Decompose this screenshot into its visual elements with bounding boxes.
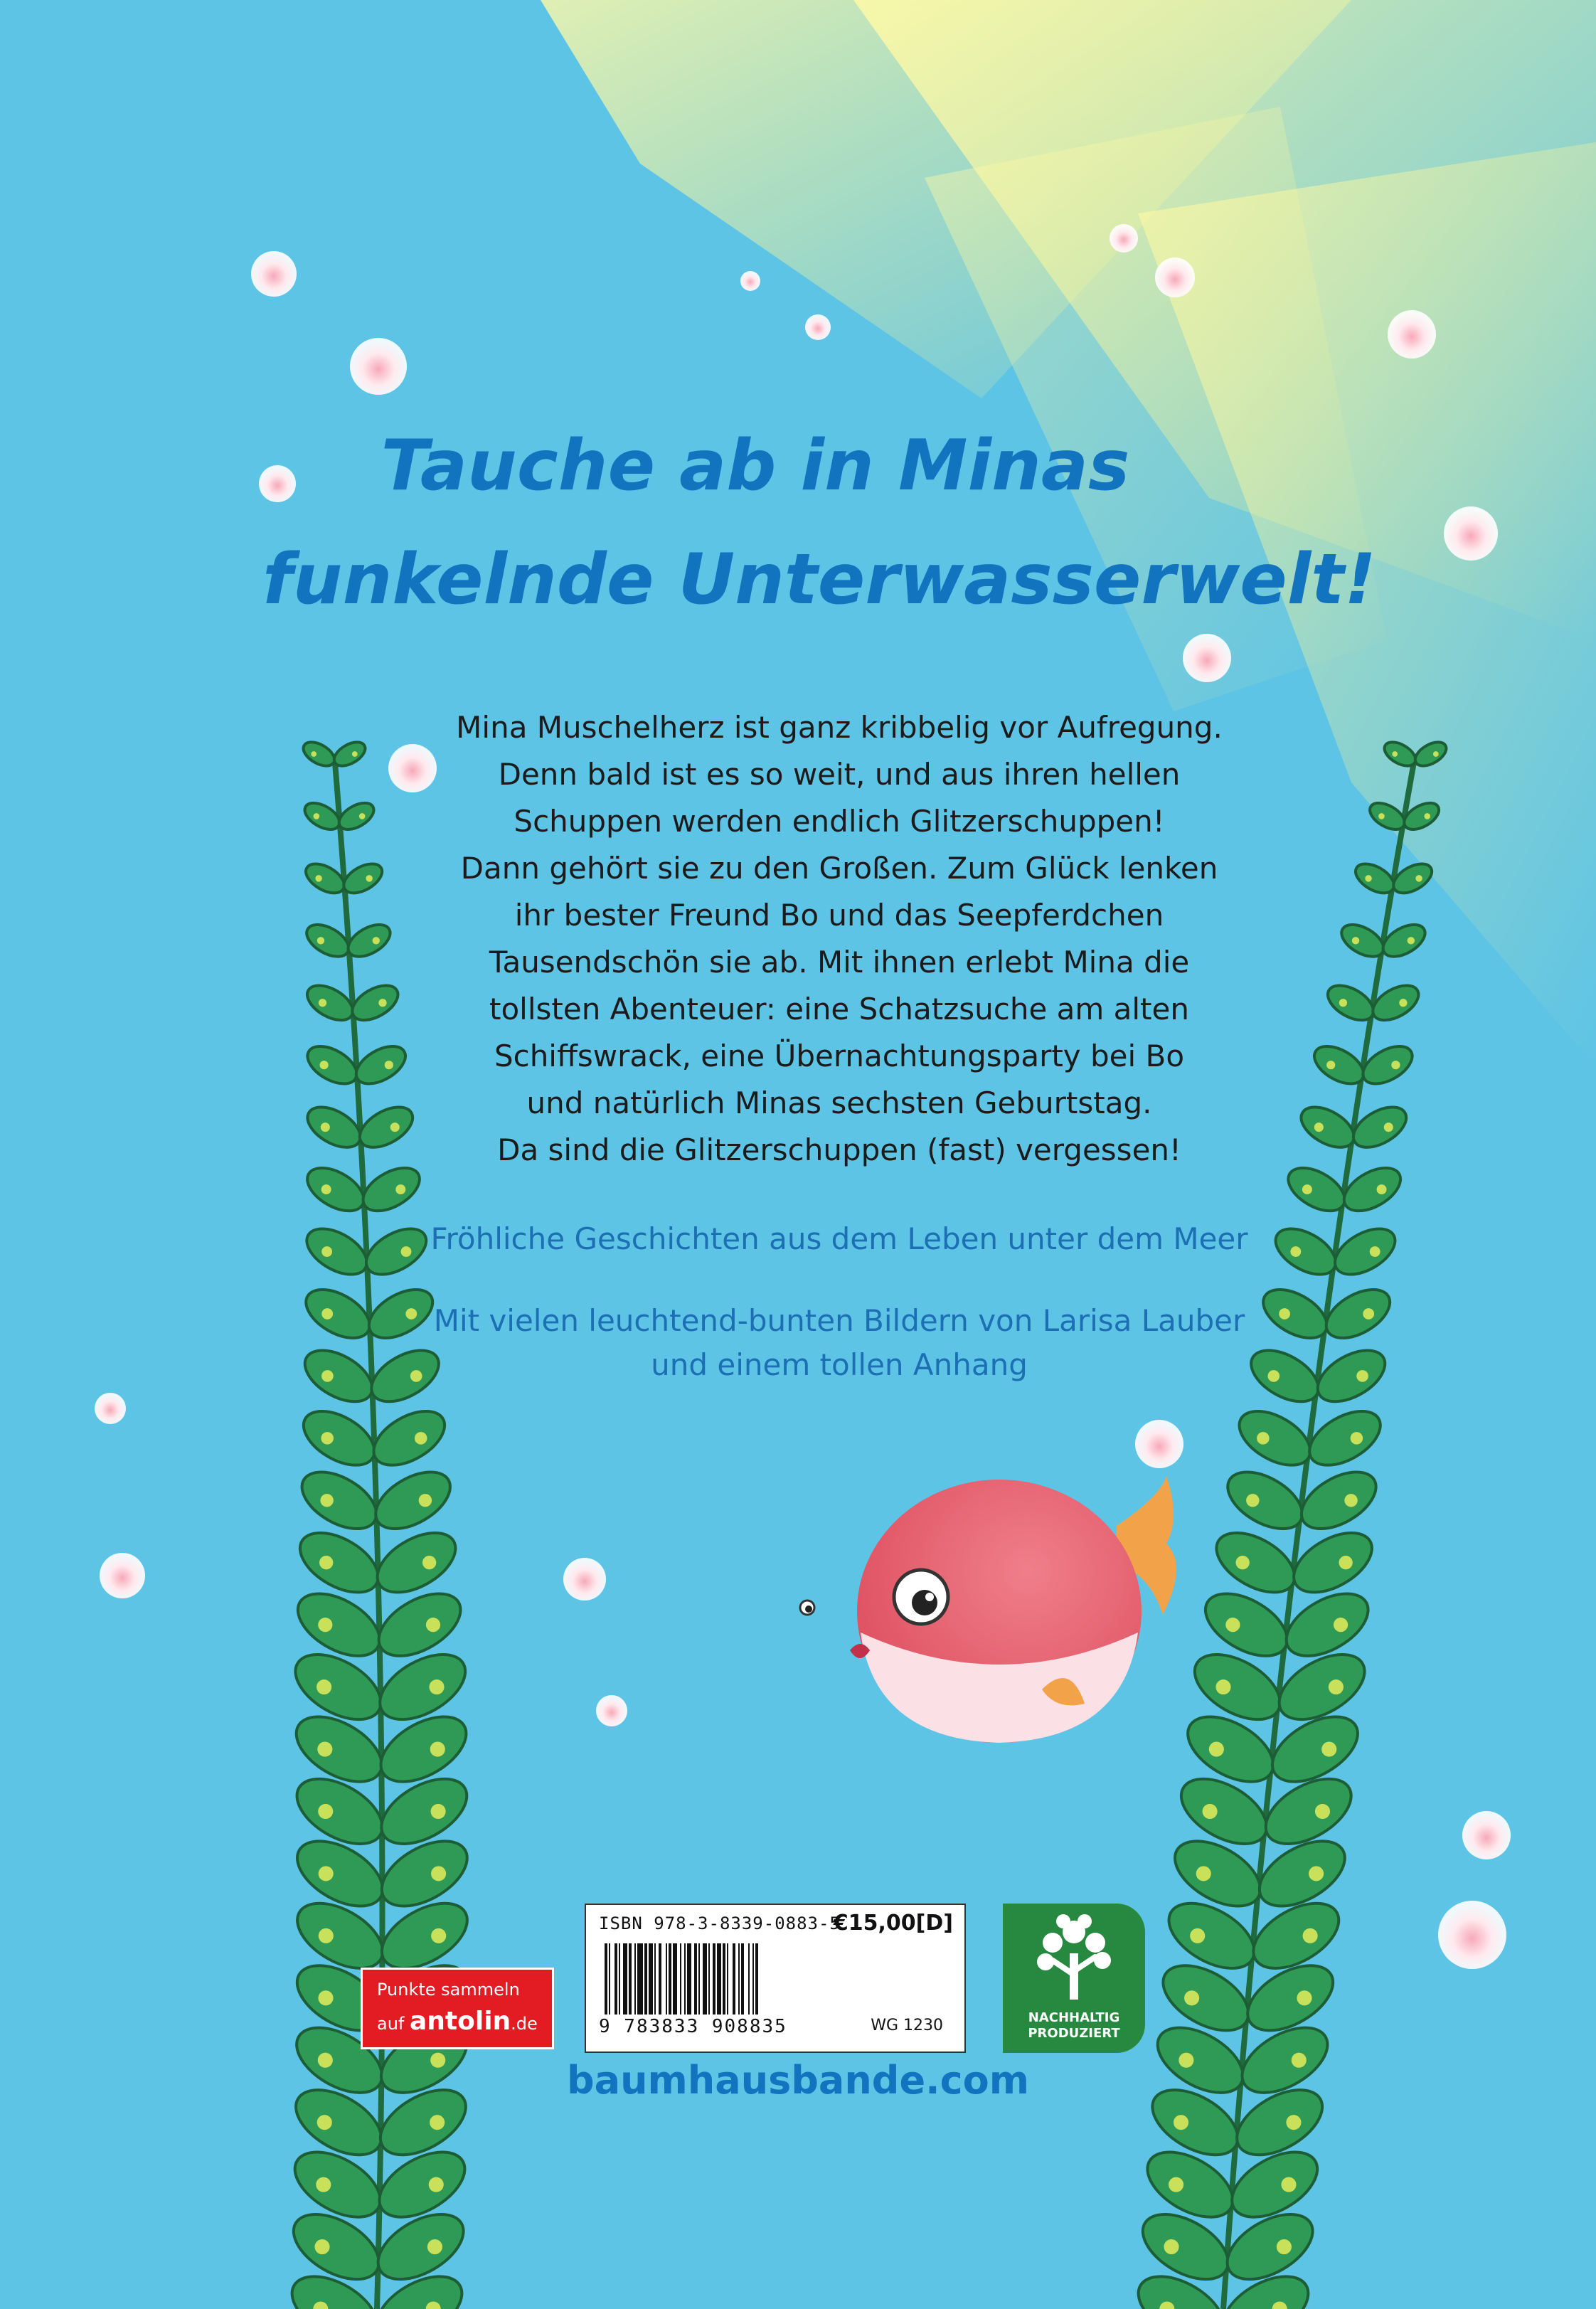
seaweed-dot — [1351, 1432, 1363, 1445]
seaweed-dot — [1415, 875, 1422, 881]
barcode-bar — [713, 1943, 715, 2015]
blurb-line: Dann gehört sie zu den Großen. Zum Glück lenken — [460, 851, 1218, 886]
seaweed-dot — [1236, 1556, 1250, 1569]
seaweed-dot — [1408, 937, 1415, 944]
seaweed-dot — [1329, 1679, 1344, 1694]
seaweed-dot — [1190, 1928, 1205, 1943]
seaweed-leaf — [299, 738, 339, 771]
bubble — [1135, 1420, 1183, 1468]
barcode-bar — [680, 1943, 681, 2015]
seaweed-leaf — [330, 738, 369, 771]
blurb-line: Denn bald ist es so weit, und aus ihren hellen — [498, 757, 1181, 792]
antolin-prefix: auf — [377, 2014, 410, 2034]
tagline-illustrations — [398, 1299, 1280, 1387]
seaweed-dot — [1286, 2115, 1301, 2130]
seaweed-dot — [1365, 875, 1371, 881]
barcode-bar — [634, 1943, 636, 2015]
seaweed-leaf — [287, 1581, 390, 1668]
antolin-suffix: .de — [511, 2014, 538, 2034]
seaweed-dot — [1339, 1556, 1352, 1569]
barcode-bar — [752, 1943, 754, 2015]
seaweed-dot — [1297, 1990, 1312, 2005]
barcode-bar — [619, 1943, 620, 2015]
seaweed-dot — [317, 1741, 332, 1756]
eco-badge-label — [1003, 2010, 1145, 2042]
seaweed-dot — [318, 1990, 333, 2005]
tagline-illustrations-line-1: Mit vielen leuchtend-bunten Bildern von Larisa Lauber — [433, 1303, 1245, 1338]
blurb-text — [398, 704, 1280, 1174]
seaweed-dot — [1203, 1804, 1218, 1819]
bubble — [805, 314, 831, 340]
seaweed-dot — [320, 1061, 329, 1069]
seaweed-dot — [1257, 1432, 1270, 1445]
seaweed-leaf — [366, 1460, 459, 1540]
bubble — [1388, 310, 1436, 359]
seaweed-dot — [429, 2177, 444, 2192]
barcode-bar — [644, 1943, 647, 2015]
website-url: baumhausbande.com — [567, 2058, 1029, 2103]
seaweed-dot — [1370, 1246, 1380, 1257]
seaweed-dot — [359, 813, 366, 819]
seaweed-dot — [378, 999, 386, 1007]
barcode-bar — [733, 1943, 735, 2015]
seaweed-dot — [316, 1679, 331, 1694]
barcode-bar — [755, 1943, 758, 2015]
barcode-bar — [684, 1943, 686, 2015]
seaweed-dot — [419, 1494, 432, 1507]
seaweed-dot — [1279, 1308, 1290, 1320]
barcode-bar — [698, 1943, 700, 2015]
seaweed-dot — [1290, 1246, 1301, 1257]
barcode-bar — [654, 1943, 656, 2015]
seaweed-dot — [318, 1618, 332, 1632]
bubble — [1110, 224, 1138, 253]
bubble — [95, 1393, 126, 1424]
headline-line-1: Tauche ab in Minas — [381, 425, 1130, 506]
barcode-bar — [687, 1943, 691, 2015]
seaweed-leaf — [369, 1641, 477, 1733]
price-text: €15,00[D] — [833, 1911, 953, 1936]
seaweed-dot — [1174, 2115, 1188, 2130]
seaweed-leaf — [368, 1521, 466, 1605]
seaweed-dot — [1384, 1122, 1393, 1132]
seaweed-leaf — [365, 1400, 454, 1476]
barcode-bar — [659, 1943, 661, 2015]
seaweed-dot — [431, 1866, 446, 1881]
antolin-badge — [361, 1968, 554, 2049]
antolin-line-2 — [377, 2007, 538, 2036]
seaweed-dot — [1184, 1990, 1199, 2005]
blurb-line: Schuppen werden endlich Glitzerschuppen! — [514, 804, 1165, 839]
barcode-bar — [666, 1943, 667, 2015]
seaweed-dot — [1392, 751, 1398, 757]
seaweed-dot — [430, 2115, 445, 2130]
eco-badge-line-1: NACHHALTIG — [1028, 2010, 1120, 2025]
seaweed-dot — [318, 1804, 333, 1819]
seaweed-leaf — [371, 1827, 478, 1919]
tagline-stories-text: Fröhliche Geschichten aus dem Leben unter dem Meer — [430, 1221, 1248, 1256]
seaweed-dot — [430, 1741, 445, 1756]
bubble — [100, 1553, 145, 1598]
antolin-line-1: Punkte sammeln — [377, 1980, 520, 2000]
seaweed-dot — [1377, 1184, 1387, 1194]
seaweed-dot — [429, 1679, 444, 1694]
seaweed-dot — [366, 875, 372, 881]
seaweed-dot — [1424, 813, 1430, 819]
seaweed-leaf — [370, 1704, 477, 1795]
seaweed-dot — [1363, 1308, 1374, 1320]
bubble — [1438, 1901, 1506, 1969]
seaweed-leaf — [292, 1460, 385, 1540]
barcode-digits: 9 783833 908835 — [599, 2016, 787, 2037]
eco-badge-line-2: PRODUZIERT — [1028, 2026, 1120, 2041]
barcode-bar — [738, 1943, 740, 2015]
isbn-text: ISBN 978-3-8339-0883-5 — [599, 1913, 841, 1933]
barcode-bar — [703, 1943, 707, 2015]
barcode-bar — [717, 1943, 721, 2015]
seaweed-dot — [385, 1061, 393, 1069]
seaweed-dot — [1356, 1370, 1368, 1382]
blurb-line: ihr bester Freund Bo und das Seepferdchen — [514, 898, 1164, 933]
seaweed-dot — [1309, 1866, 1324, 1881]
blurb-line: Mina Muschelherz ist ganz kribbelig vor Aufregung. — [456, 710, 1223, 745]
seaweed-dot — [373, 937, 380, 944]
tagline-stories — [398, 1217, 1280, 1261]
seaweed-dot — [320, 1494, 333, 1507]
seaweed-dot — [321, 1246, 332, 1257]
blurb-line: tollsten Abenteuer: eine Schatzsuche am alten — [489, 992, 1189, 1026]
tagline-illustrations-line-2: und einem tollen Anhang — [651, 1347, 1028, 1382]
seaweed-leaf — [290, 1521, 388, 1605]
seaweed-dot — [319, 1556, 333, 1569]
bubble — [1462, 1811, 1511, 1859]
barcode-bar — [694, 1943, 697, 2015]
barcode-bar — [727, 1943, 728, 2015]
bubble — [350, 338, 407, 395]
seaweed-dot — [1246, 1494, 1259, 1507]
barcode-bar — [649, 1943, 653, 2015]
seaweed-dot — [316, 2177, 331, 2192]
barcode-bar — [605, 1943, 607, 2015]
seaweed-dot — [1352, 937, 1359, 944]
seaweed-dot — [1225, 1618, 1240, 1632]
seaweed-dot — [1433, 751, 1439, 757]
seaweed-dot — [321, 1308, 333, 1320]
seaweed-dot — [1344, 1494, 1357, 1507]
barcode-box — [585, 1904, 966, 2053]
bubble — [740, 271, 760, 291]
barcode-bar — [673, 1943, 677, 2015]
seaweed-dot — [1303, 1928, 1318, 1943]
bubble — [1155, 258, 1195, 297]
warengruppe-text: WG 1230 — [871, 2017, 943, 2034]
seaweed-dot — [1399, 999, 1407, 1007]
seaweed-dot — [1315, 1804, 1330, 1819]
tree-icon — [1003, 1904, 1145, 2010]
seaweed-dot — [1215, 1679, 1230, 1694]
seaweed-dot — [321, 1370, 334, 1382]
seaweed-dot — [1339, 999, 1347, 1007]
bubble — [596, 1695, 627, 1726]
barcode-bar — [609, 1943, 610, 2015]
seaweed-dot — [321, 1184, 331, 1194]
seaweed-dot — [314, 813, 320, 819]
seaweed-dot — [1321, 1741, 1336, 1756]
blurb-line: Tausendschön sie ab. Mit ihnen erlebt Mina die — [489, 945, 1190, 980]
seaweed-dot — [1281, 2177, 1296, 2192]
seaweed-dot — [1302, 1184, 1312, 1194]
seaweed-dot — [426, 1618, 440, 1632]
seaweed-leaf — [294, 1400, 383, 1476]
bubble — [563, 1558, 606, 1601]
blurb-line: und natürlich Minas sechsten Geburtstag. — [526, 1086, 1152, 1120]
seaweed-dot — [431, 1804, 446, 1819]
headline-line-2: funkelnde Unterwasserwelt! — [262, 539, 1376, 620]
seaweed-dot — [321, 1432, 334, 1445]
seaweed-dot — [1196, 1866, 1211, 1881]
seaweed-dot — [321, 1122, 330, 1132]
blurb-line: Schiffswrack, eine Übernachtungsparty bei Bo — [494, 1039, 1185, 1073]
antolin-brand: antolin — [410, 2007, 511, 2036]
seaweed-dot — [1277, 2239, 1292, 2254]
barcode-bars — [605, 1943, 839, 2015]
seaweed-dot — [319, 1866, 334, 1881]
seaweed-dot — [1391, 1061, 1400, 1069]
eco-badge — [1003, 1904, 1145, 2053]
seaweed-dot — [352, 751, 358, 757]
seaweed-dot — [315, 875, 321, 881]
seaweed-dot — [1209, 1741, 1224, 1756]
seaweed-dot — [311, 751, 316, 757]
barcode-bar — [637, 1943, 643, 2015]
barcode-bar — [708, 1943, 710, 2015]
barcode-bar — [623, 1943, 627, 2015]
seaweed-dot — [427, 2239, 442, 2254]
barcode-bar — [669, 1943, 671, 2015]
seaweed-dot — [1169, 2177, 1183, 2192]
seaweed-leaf — [371, 1766, 478, 1857]
bubble — [251, 251, 297, 297]
seaweed-dot — [317, 2115, 332, 2130]
seaweed-dot — [1164, 2239, 1179, 2254]
seaweed-dot — [314, 2239, 329, 2254]
seaweed-dot — [422, 1556, 436, 1569]
seaweed-dot — [415, 1432, 427, 1445]
barcode-bar — [723, 1943, 725, 2015]
barcode-bar — [748, 1943, 750, 2015]
seaweed-dot — [431, 1928, 446, 1943]
seaweed-dot — [319, 999, 326, 1007]
barcode-bar — [615, 1943, 617, 2015]
seaweed-dot — [1378, 813, 1385, 819]
seaweed-dot — [1326, 1061, 1335, 1069]
seaweed-dot — [395, 1184, 405, 1194]
barcode-bar — [629, 1943, 632, 2015]
pufferfish — [800, 1476, 1176, 1743]
blurb-line: Da sind die Glitzerschuppen (fast) vergessen! — [497, 1132, 1181, 1167]
seaweed-dot — [317, 937, 324, 944]
seaweed-dot — [319, 1928, 334, 1943]
barcode-bar — [741, 1943, 744, 2015]
seaweed-dot — [1334, 1618, 1348, 1632]
bubble — [1183, 634, 1231, 682]
seaweed-dot — [1314, 1122, 1324, 1132]
